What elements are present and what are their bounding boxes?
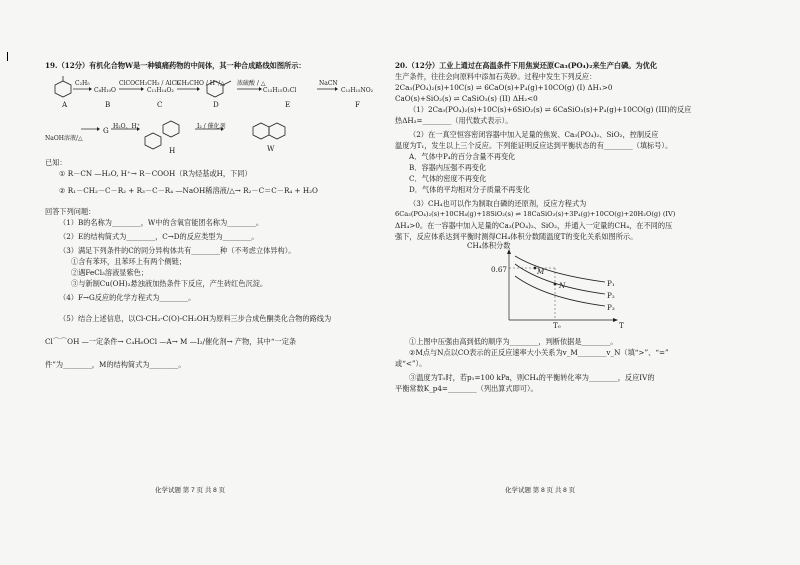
reagent-hydrolysis: H₂O、H⁺: [113, 123, 140, 130]
label-p3: P₃: [607, 303, 615, 312]
question-19-4: （4）F→G反应的化学方程式为________。: [59, 293, 196, 302]
compound-label-w: W: [267, 144, 275, 153]
ch4-chart-svg: [455, 246, 655, 328]
synthesis-route: Cl⌒⌒OH —一定条件→ C₄H₆OCl —A→ M —I₂/催化剂→ 产物，其中“一定条: [45, 337, 297, 346]
compound-label-e: E: [285, 100, 291, 109]
reagent-1: C₂H₅: [75, 80, 90, 87]
compound-label-g: G: [103, 126, 109, 135]
condition-3: ③与新制Cu(OH)₂悬浊液加热条件下反应，产生砖红色沉淀。: [71, 279, 268, 288]
sub-question-2-cont: 或“<”）。: [395, 359, 427, 368]
answer-title: 回答下列问题：: [45, 207, 96, 216]
reagent-4: 浓硫酸 / △: [237, 80, 266, 87]
question-19-5-end: 件”为________，M的结构简式为________。: [45, 360, 186, 369]
point-n: [554, 283, 557, 286]
question-20-3-cont: ΔH₄>0。在一容器中加入足量的Ca₃(PO₄)₂、SiO₂，并通入一定量的CH₄，在不同的压: [395, 221, 673, 230]
reagent-iodine: I₂ / 催化剂: [197, 123, 226, 130]
page-7-content: [45, 60, 385, 370]
question-19-5: （5）结合上述信息，以Cl-CH₂-C(O)-CH₂OH为原料三步合成色酮类化合物的路线为: [59, 314, 332, 323]
synthesis-scheme-row-2: [45, 115, 385, 155]
equation-2: CaO(s)+SiO₂(s) ⇌ CaSiO₃(s) (II) ΔH₂<0: [395, 94, 538, 103]
curve-p1: [515, 256, 605, 282]
sub-question-2: ②M点与N点以CO表示的正反应速率大小关系为v_M________v_N（填“>”、“=”: [409, 348, 669, 357]
compound-label-d: D: [213, 100, 219, 109]
equation-1: 2Ca₃(PO₄)₂(s)+10C(s) ⇌ 6CaO(s)+P₄(g)+10CO(g) (I) ΔH₁>0: [395, 83, 613, 92]
option-c: C．气体的密度不再变化: [409, 174, 487, 183]
naoh-condition: NaOH溶液/△: [45, 135, 83, 142]
label-m: M: [537, 267, 545, 276]
compound-label-h: H: [169, 146, 176, 155]
chart-x-label: T: [619, 321, 624, 330]
chart-y-tick: 0.67: [491, 265, 508, 274]
compound-label-b: B: [105, 100, 111, 109]
label-p1: P₁: [607, 279, 615, 288]
label-n: N: [559, 281, 566, 290]
equation-4: 6Ca₃(PO₄)₂(s)+10CH₄(g)+18SiO₂(s) ⇌ 18CaSiO₃(s)+3P₄(g)+10CO(g)+20H₂O(g) (IV): [395, 210, 676, 218]
reagent-5: NaCN: [319, 80, 338, 87]
reagent-2: ClCOCH₂CH₃ / AlCl₃: [119, 80, 181, 87]
question-20-title: 20.（12分）工业上通过在高温条件下用焦炭还原Ca₃(PO₄)₂来生产白磷。为优化: [395, 61, 658, 70]
known-title: 已知：: [45, 158, 67, 167]
question-20-3-cont-2: 强下，反应体系达到平衡时测得CH₄体积分数随温度T的变化关系如图所示。: [395, 232, 638, 241]
question-20-1: （1）2Ca₃(PO₄)₂(s)+10C(s)+6SiO₂(s) ⇌ 6CaSiO₃(s)+P₄(g)+10CO(g) (III)的反应: [409, 105, 692, 114]
formula-b: C₈H₁₀O: [94, 87, 116, 94]
sub-question-3: ③温度为T₀时，若p₁=100 kPa，则CH₄的平衡转化率为________，反应IV的: [409, 373, 655, 382]
formula-e: C₁₂H₁₅O₂Cl: [263, 87, 297, 94]
question-20-2-cont: 温度为T₁，发生以上三个反应。下列能证明反应达到平衡状态的有________（填标号）。: [395, 141, 673, 150]
known-reaction-1: ① R－CN —H₂O, H⁺→ R－COOH（R为烃基或H，下同）: [59, 169, 252, 178]
formula-c: C₁₁H₁₄O₂: [147, 87, 174, 94]
formula-f: C₁₃H₁₅NO₂: [341, 87, 374, 94]
question-19-title: 19.（12分）有机化合物W是一种镇痛药物的中间体，其一种合成路线如图所示：: [45, 61, 306, 70]
point-m: [534, 267, 537, 270]
question-20-3: （3）CH₄也可以作为制取白磷的还原剂，反应方程式为: [409, 199, 587, 208]
synthesis-scheme-row-1: [45, 75, 385, 111]
option-b: B．容器内压强不再变化: [409, 163, 487, 172]
chart-y-label: CH₄体积分数: [467, 241, 511, 250]
benzene-ring-icon: [55, 81, 71, 97]
question-20-1-cont: 热ΔH₃=________（用代数式表示）。: [395, 116, 513, 125]
page-7-footer: 化学试题 第 7 页 共 8 页: [155, 487, 226, 494]
margin-mark: [7, 52, 8, 61]
condition-1: ①含有苯环，且苯环上有两个侧链；: [71, 257, 187, 266]
compound-label-f: F: [355, 100, 360, 109]
known-reaction-2: ② R₁－CH₂－C－R₂ + R₃－C－R₄ —NaOH稀溶液/△→ R₂－C＝C－R₄ + H₂O: [59, 186, 318, 195]
compound-label-c: C: [157, 100, 163, 109]
page-8-footer: 化学试题 第 8 页 共 8 页: [505, 487, 576, 494]
question-19-3: （3）满足下列条件的C的同分异构体共有________种（不考虑立体异构）。: [59, 246, 296, 255]
reagent-3: CH₃CHO / H⁺/△: [177, 80, 225, 87]
ch4-fraction-chart: [395, 241, 735, 330]
question-20-2: （2）在一真空恒容密闭容器中加入足量的焦炭、Ca₃(PO₄)₂、SiO₂，控制反应: [409, 130, 659, 139]
label-p2: P₂: [607, 291, 615, 300]
question-20-line-2: 生产条件，往往会向原料中添加石英砂。过程中发生下列反应：: [395, 72, 597, 81]
page-8-content: [395, 60, 735, 394]
option-a: A．气体中P₄的百分含量不再变化: [409, 152, 516, 161]
question-19-2: （2）E的结构简式为________，C→D的反应类型为________。: [59, 232, 259, 241]
condition-2: ②遇FeCl₃溶液显紫色；: [71, 268, 149, 277]
question-19-1: （1）B的名称为________，W中的含氧官能团名称为________。: [59, 218, 264, 227]
compound-label-a: A: [62, 100, 68, 109]
sub-question-1: ①上图中压强由高到低的顺序为________，判断依据是________。: [409, 337, 618, 346]
sub-question-3-cont: 平衡常数K_p4=________（列出算式即可）。: [395, 384, 538, 393]
chart-x-tick: T₀: [553, 321, 561, 330]
option-d: D．气体的平均相对分子质量不再变化: [409, 185, 530, 194]
